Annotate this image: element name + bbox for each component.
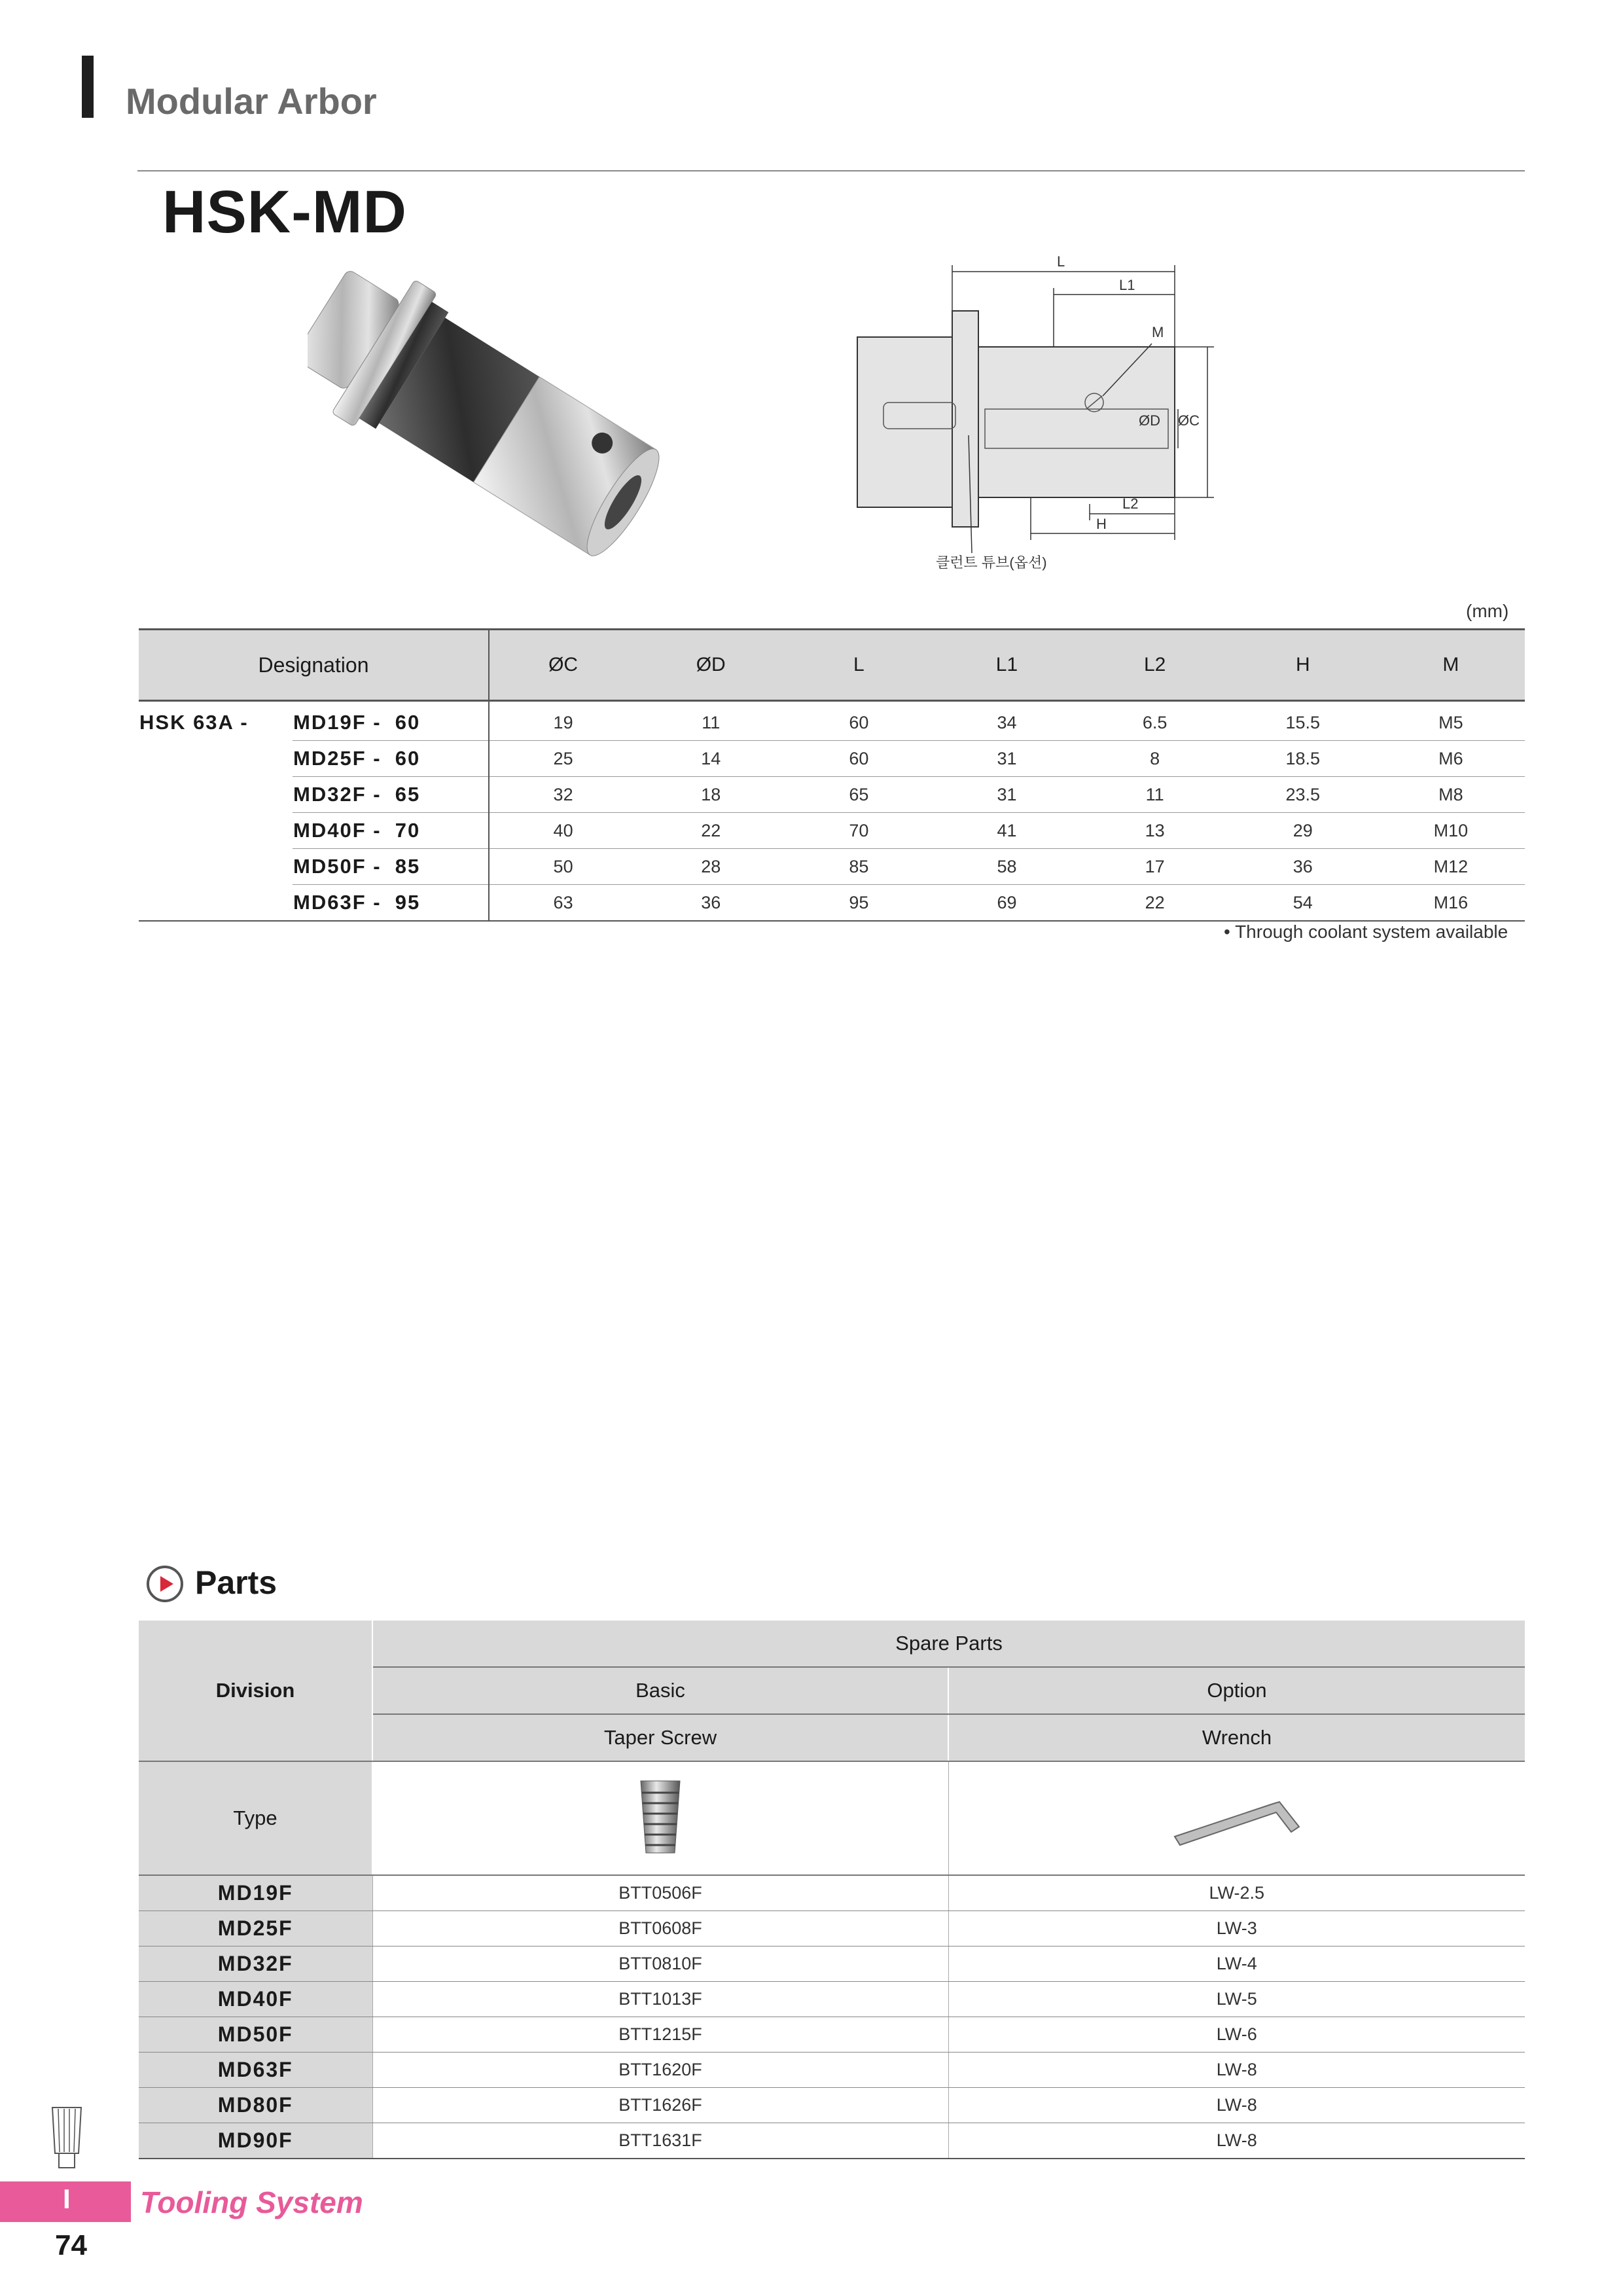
spec-cell: 54 (1229, 885, 1377, 922)
taper-screw-image (634, 1774, 687, 1859)
spec-header-row (139, 630, 1525, 701)
section-title: Modular Arbor (126, 81, 377, 122)
unit-note: (mm) (1466, 601, 1509, 621)
parts-model: MD40F (139, 1982, 372, 2017)
spec-model: MD40F - 70 (293, 813, 489, 849)
spec-table (139, 628, 1525, 922)
spec-row (139, 813, 1525, 849)
screw-code: BTT1215F (372, 2017, 948, 2053)
dim-label-l2: L2 (1122, 495, 1139, 512)
parts-model: MD50F (139, 2017, 372, 2053)
dim-label-h: H (1096, 516, 1107, 532)
spec-cell: M12 (1377, 849, 1525, 885)
spec-cell: 60 (785, 741, 933, 777)
spec-cell: M16 (1377, 885, 1525, 922)
spec-cell: M10 (1377, 813, 1525, 849)
spec-row (139, 701, 1525, 741)
spec-cell: 25 (489, 741, 637, 777)
screw-code: BTT1013F (372, 1982, 948, 2017)
spec-cell: 85 (785, 849, 933, 885)
spec-cell: 69 (933, 885, 1080, 922)
spec-cell: 8 (1081, 741, 1229, 777)
wrench-code: LW-2.5 (948, 1875, 1525, 1911)
spec-cell: 36 (1229, 849, 1377, 885)
spec-cell: 58 (933, 849, 1080, 885)
spec-row (139, 885, 1525, 922)
spec-model: MD19F - 60 (293, 701, 489, 741)
spec-cell: 34 (933, 701, 1080, 741)
spec-cell: 65 (785, 777, 933, 813)
spec-prefix: HSK 63A - (139, 711, 249, 734)
spec-cell: M6 (1377, 741, 1525, 777)
wrench-code: LW-8 (948, 2088, 1525, 2123)
spec-cell: 31 (933, 777, 1080, 813)
screw-code: BTT1626F (372, 2088, 948, 2123)
spec-cell: M5 (1377, 701, 1525, 741)
parts-model: MD63F (139, 2053, 372, 2088)
coolant-tube-label: 클런트 튜브(옵션) (936, 554, 1047, 571)
parts-model: MD32F (139, 1946, 372, 1982)
parts-title: Parts (195, 1564, 277, 1601)
spec-cell: 50 (489, 849, 637, 885)
technical-drawing (844, 245, 1250, 586)
spec-cell: 32 (489, 777, 637, 813)
spec-cell: 15.5 (1229, 701, 1377, 741)
header-l2: L2 (1081, 630, 1229, 701)
spec-cell: 13 (1081, 813, 1229, 849)
spec-cell: 22 (637, 813, 785, 849)
collet-icon (47, 2101, 86, 2173)
spec-model: MD63F - 95 (293, 885, 489, 922)
spec-cell: 23.5 (1229, 777, 1377, 813)
spec-cell: 18 (637, 777, 785, 813)
spec-cell: 29 (1229, 813, 1377, 849)
header-divider (137, 170, 1525, 171)
parts-model: MD19F (139, 1875, 372, 1911)
product-photo (308, 242, 661, 589)
spec-cell: 11 (1081, 777, 1229, 813)
play-circle-icon (145, 1564, 185, 1604)
spec-cell: 31 (933, 741, 1080, 777)
footer-label: Tooling System (140, 2185, 363, 2219)
spec-cell: 41 (933, 813, 1080, 849)
dim-label-m: M (1152, 324, 1164, 340)
coolant-note: • Through coolant system available (1224, 922, 1508, 942)
spare-parts-header: Spare Parts (372, 1621, 1525, 1667)
spec-model: MD25F - 60 (293, 741, 489, 777)
page-number: 74 (55, 2229, 87, 2261)
hex-wrench-image (1168, 1781, 1306, 1853)
screw-code: BTT1620F (372, 2053, 948, 2088)
spec-cell: 60 (785, 701, 933, 741)
spec-cell: 70 (785, 813, 933, 849)
spec-cell: 95 (785, 885, 933, 922)
dim-label-l1: L1 (1119, 277, 1135, 293)
spec-cell: 18.5 (1229, 741, 1377, 777)
spec-cell: 63 (489, 885, 637, 922)
header-m: M (1377, 630, 1525, 701)
parts-division-header: Division (139, 1621, 372, 1761)
spec-model: MD32F - 65 (293, 777, 489, 813)
wrench-code: LW-5 (948, 1982, 1525, 2017)
spec-cell: 36 (637, 885, 785, 922)
model-title: HSK-MD (162, 179, 407, 245)
header-l1: L1 (933, 630, 1080, 701)
parts-model: MD90F (139, 2123, 372, 2159)
parts-model: MD25F (139, 1911, 372, 1946)
header-l: L (785, 630, 933, 701)
spec-row (139, 777, 1525, 813)
spec-cell: 19 (489, 701, 637, 741)
taper-screw-header: Taper Screw (372, 1714, 948, 1761)
spec-cell: M8 (1377, 777, 1525, 813)
footer-chapter: I (63, 2183, 71, 2214)
spec-cell: 14 (637, 741, 785, 777)
spec-cell: 6.5 (1081, 701, 1229, 741)
option-header: Option (948, 1667, 1525, 1714)
parts-model: MD80F (139, 2088, 372, 2123)
spec-cell: 17 (1081, 849, 1229, 885)
wrench-header: Wrench (948, 1714, 1525, 1761)
wrench-code: LW-8 (948, 2123, 1525, 2159)
basic-header: Basic (372, 1667, 948, 1714)
spec-row (139, 741, 1525, 777)
header-oc: ØC (489, 630, 637, 701)
spec-cell: 22 (1081, 885, 1229, 922)
dim-label-od: ØD (1139, 412, 1160, 429)
wrench-code: LW-6 (948, 2017, 1525, 2053)
dim-label-l: L (1057, 253, 1065, 270)
spec-row (139, 849, 1525, 885)
spec-cell: 28 (637, 849, 785, 885)
spec-model: MD50F - 85 (293, 849, 489, 885)
wrench-code: LW-3 (948, 1911, 1525, 1946)
wrench-code: LW-8 (948, 2053, 1525, 2088)
wrench-code: LW-4 (948, 1946, 1525, 1982)
header-h: H (1229, 630, 1377, 701)
screw-code: BTT1631F (372, 2123, 948, 2159)
section-marker-bar (82, 56, 94, 118)
screw-code: BTT0608F (372, 1911, 948, 1946)
type-label: Type (139, 1761, 372, 1875)
screw-code: BTT0810F (372, 1946, 948, 1982)
parts-table (139, 1621, 1525, 2159)
screw-code: BTT0506F (372, 1875, 948, 1911)
header-designation: Designation (139, 630, 489, 701)
header-od: ØD (637, 630, 785, 701)
spec-cell: 11 (637, 701, 785, 741)
dim-label-oc: ØC (1178, 412, 1200, 429)
spec-cell: 40 (489, 813, 637, 849)
